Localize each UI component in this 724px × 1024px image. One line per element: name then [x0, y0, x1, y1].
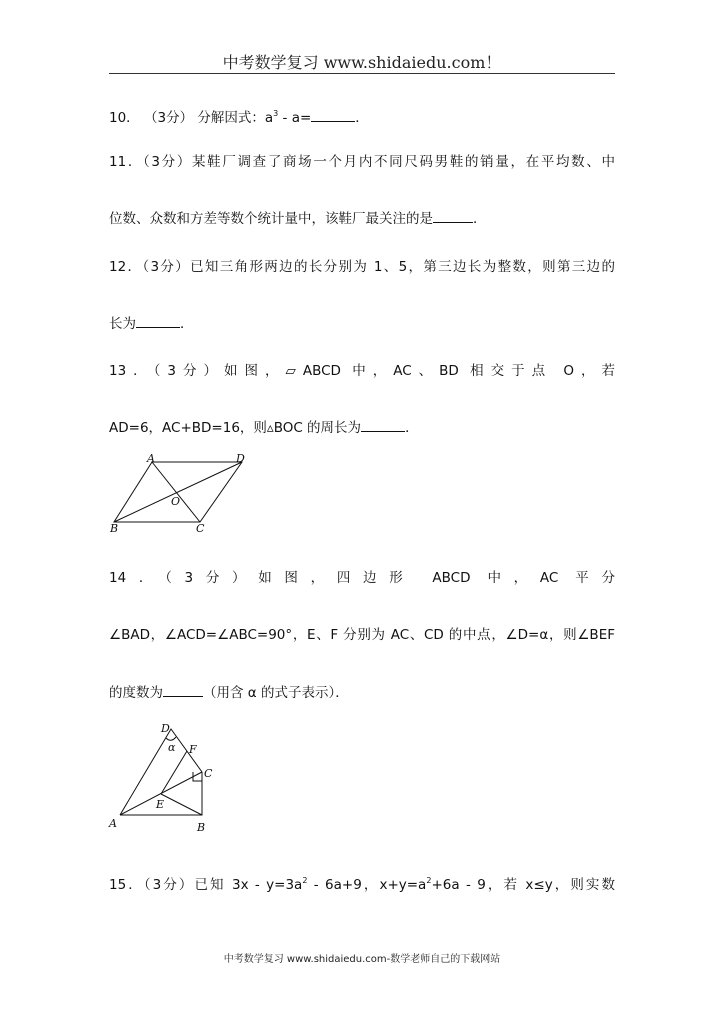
- label-o: O: [171, 495, 181, 508]
- q11-end: ．: [473, 211, 487, 227]
- q15-exponent-2: 2: [426, 876, 432, 885]
- q15-exponent-1: 2: [302, 876, 308, 885]
- q14-answer-blank: [163, 684, 203, 697]
- question-10: [109, 105, 615, 127]
- q10-number: 10．: [109, 110, 140, 126]
- question-11-line2: [109, 210, 615, 228]
- question-12-line1: 12．（3分）已知三角形两边的长分别为 1、5，第三边长为整数，则第三边的: [109, 259, 615, 275]
- q13-end: ．: [405, 420, 419, 436]
- q11-text: 位数、众数和方差等数个统计量中，该鞋厂最关注的是: [109, 211, 433, 227]
- q13-text: AD=6，AC+BD=16，则▵BOC 的周长为: [109, 420, 362, 436]
- question-12-line2: [109, 315, 615, 333]
- q10-end: ．: [355, 110, 369, 126]
- q15-text-b: - 6a+9，x+y=a: [307, 877, 427, 893]
- q12-text: 长为: [109, 316, 136, 332]
- question-14-line2: ∠BAD，∠ACD=∠ABC=90°，E、F 分别为 AC、CD 的中点，∠D=α，则∠BEF: [109, 627, 615, 643]
- label-a: A: [109, 817, 117, 830]
- label-a: A: [147, 452, 155, 465]
- header-divider: [109, 73, 615, 74]
- q14-text-a: 的度数为: [109, 685, 163, 701]
- segment-ef: [161, 751, 187, 794]
- angle-alpha-arc: [166, 737, 176, 740]
- quadrilateral-figure: [105, 717, 223, 839]
- parallelogram-figure: [105, 452, 255, 536]
- q13-answer-blank: [361, 419, 405, 432]
- diagonal-ac: [152, 462, 200, 522]
- q15-text-c: +6a - 9，若 x≤y，则实数: [431, 877, 615, 893]
- q11-answer-blank: [433, 210, 473, 223]
- q10-answer-blank: [311, 109, 355, 122]
- q14-text-b: （用含 α 的式子表示）．: [203, 685, 349, 701]
- label-d: D: [161, 722, 170, 735]
- page-footer: 中考数学复习 www.shidaiedu.com-数学老师自己的下载网站: [223, 954, 501, 965]
- question-15-line1: [109, 872, 615, 894]
- label-c: C: [204, 767, 213, 780]
- label-b: B: [110, 522, 119, 535]
- q10-text-a: 分解因式：a: [197, 110, 274, 126]
- question-11-line1: 11．（3分）某鞋厂调查了商场一个月内不同尺码男鞋的销量，在平均数、中: [109, 154, 615, 170]
- q10-text-b: - a=: [278, 110, 312, 126]
- label-f: F: [189, 743, 197, 756]
- q10-score: （3分）: [143, 110, 194, 126]
- segment-eb: [161, 794, 202, 815]
- question-13-line2: [109, 419, 615, 437]
- q12-answer-blank: [136, 315, 180, 328]
- label-c: C: [196, 522, 205, 535]
- label-e: E: [156, 798, 165, 811]
- q10-exponent: 3: [273, 109, 279, 118]
- question-13-line1: 13．（3分）如图，▱ABCD 中，AC、BD 相交于点 O，若: [109, 363, 615, 379]
- label-b: B: [197, 821, 206, 834]
- label-d: D: [236, 452, 245, 465]
- q15-text-a: 15．（3分）已知 3x - y=3a: [109, 877, 303, 893]
- question-14-line1: 14．（3分）如图，四边形 ABCD 中，AC 平分: [109, 570, 615, 586]
- page-header: 中考数学复习 www.shidaiedu.com！: [222, 53, 502, 72]
- label-alpha: α: [168, 741, 176, 754]
- q12-end: ．: [180, 316, 194, 332]
- question-14-line3: [109, 684, 615, 702]
